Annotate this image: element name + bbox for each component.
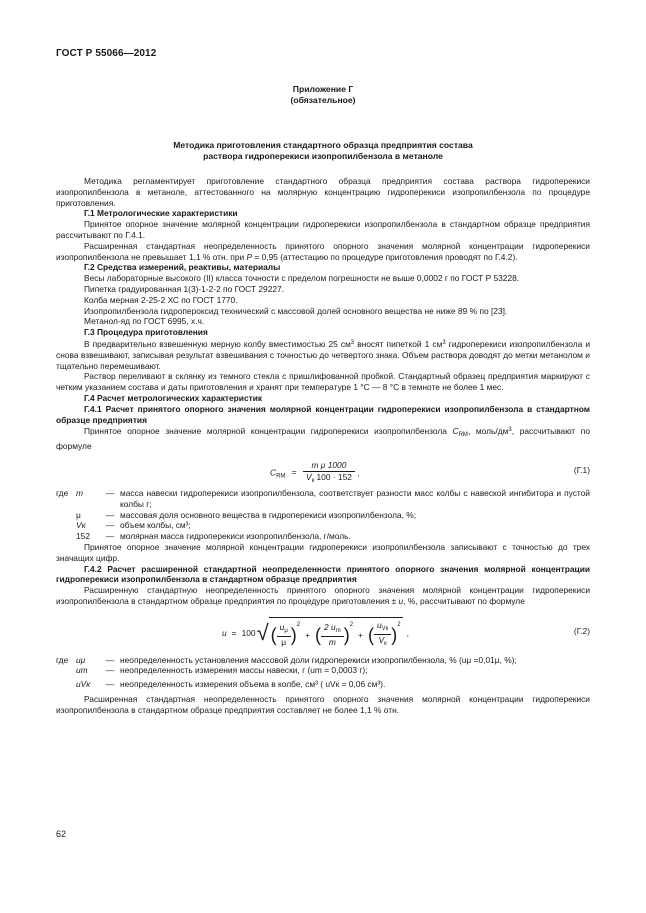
definition-row: uVк — неопределенность измерения объема в колбе, см³ ( uVк = 0,06 см³). — [76, 679, 386, 690]
section-g41-title: Г.4.1 Расчет принятого опорного значения молярной концентрации гидроперекиси изопропилбензола в стандартном образце предприятия — [56, 403, 590, 425]
appendix-subtitle: (обязательное) — [290, 95, 356, 105]
sqrt-sign: √ — [256, 620, 269, 646]
section-g2-title: Г.2 Средства измерений, реактивы, материалы — [84, 262, 281, 273]
formula-g1: $C_{RM}$ = $\frac{\text{m μ 1000}}{V_к 100 \cdot 152}$ , (Г.1) — [56, 456, 590, 488]
definition-row: 152 — молярная масса гидроперекиси изопропилбензола, г/моль. — [76, 531, 351, 542]
g3-paragraph-2: Раствор переливают в склянку из темного стекла с пришлифованной пробкой. Стандартный образец предприятия маркируют с четким указанием состава и даты приготовления и хранят при температуре 1 °С — 8 °С в темноте не более 1 мес. — [56, 371, 590, 393]
method-title-line-1: Методика приготовления стандартного образца предприятия состава — [173, 140, 473, 150]
g3-paragraph-1: В предварительно взвешенную мерную колбу вместимостью 25 $см^3$ вносят пипеткой 1 $см^3$ гидроперекиси изопропилбензола и снова взвешивают, записывая результат взвешивания с точностью до четвертого знака. Объем раствора доводят до метки метанолом и тщательно перемешивают. — [56, 338, 591, 371]
final-paragraph: Расширенная стандартная неопределенность принятого опорного значения молярной концентрации гидроперекиси изопропилбензола в стандартном образце предприятия составляет не более 1,1 % отн. — [56, 694, 590, 715]
formula-g2-number: (Г.2) — [573, 625, 590, 636]
definition-row: где m — масса навески гидроперекиси изопропилбензола, соответствует разности масс колбы с навеской ингибитора и пустой колбы г; — [56, 487, 590, 509]
g41-paragraph-2: Принятое опорное значение молярной концентрации гидроперекиси изопропилбензола записывают с точностью до трех значащих цифр. — [56, 541, 590, 563]
g2-item-4: Изопропилбензола гидропероксид технический с массовой долей основного вещества не ниже 89 % по [23]. — [84, 305, 508, 316]
appendix-title: Приложение Г — [292, 84, 354, 94]
document-body — [56, 176, 590, 716]
formula-g1-fraction: $\frac{\text{m μ 1000}}{V_к 100 \cdot 152}$ — [303, 460, 355, 487]
g1-paragraph-1: Принятое опорное значение молярной концентрации гидроперекиси изопропилбензола в стандартном образце предприятия рассчитывают по Г.4.1. — [56, 219, 590, 240]
g1-paragraph-2: Расширенная стандартная неопределенность принятого опорного значения молярной концентрации гидроперекиси изопропилбензола не превышает 1,1 % отн. при P = 0,95 (аттестацию по процедуре приготовления проводят по Г.4.2). — [56, 240, 590, 262]
definition-row: Vк — объем колбы, см³; — [76, 520, 191, 531]
g2-item-1: Весы лабораторные высокого (II) класса точности с пределом погрешности не выше 0,0002 г по ГОСТ Р 53228. — [84, 273, 520, 284]
method-title-line-2: раствора гидроперекиси изопропилбензола в метаноле — [203, 151, 443, 161]
g41-paragraph-1: Принятое опорное значение молярной концентрации гидроперекиси изопропилбензола $C_{RM}$, моль/$дм^3$, рассчитывают по формуле — [56, 426, 590, 452]
page-header: ГОСТ Р 55066—2012 — [56, 48, 157, 59]
g2-item-3: Колба мерная 2-25-2 ХС по ГОСТ 1770. — [84, 294, 238, 305]
g2-item-2: Пипетка градуированная 1(3)-1-2-2 по ГОСТ 29227. — [84, 283, 284, 294]
section-g4-title: Г.4 Расчет метрологических характеристик — [84, 392, 263, 403]
g42-paragraph-1: Расширенную стандартную неопределенность принятого опорного значения молярной концентрации гидроперекиси изопропилбензола в стандартном образце предприятия по процедуре приготовления ± u, %, рассчитывают по формуле — [56, 585, 590, 606]
formula-g1-definitions — [56, 488, 590, 542]
definition-row: где uμ — неопределенность установления массовой доли гидроперекиси изопропилбензола, % (uμ =0,01μ, %); — [56, 654, 517, 665]
g2-item-5: Метанол-яд по ГОСТ 6995, х.ч. — [84, 316, 205, 327]
sqrt-radicand: ( $\frac{u_\mu}{\mu}$ ) 2 + ( $\frac{2 u_m}{m}$ ) 2 + ( $\frac{u_{Vк}}{V_к}$ ) 2 — [269, 617, 403, 651]
intro-paragraph: Методика регламентирует приготовление стандартного образца предприятия состава раствора гидроперекиси изопропилбензола в метаноле, аттестованного на молярную концентрацию гидроперекиси изопропилбензола по процедуре приготовления. — [56, 176, 590, 208]
section-g42-title: Г.4.2 Расчет расширенной стандартной неопределенности принятого опорного значения молярной концентрации гидроперекиси изопропилбензола в стандартном образце предприятия — [56, 563, 590, 585]
formula-g2-definitions — [56, 655, 590, 690]
formula-g2: u = 100 √ ( $\frac{u_\mu}{\mu}$ ) 2 + ( $\frac{2 u_m}{m}$ ) 2 + ( $\frac{u_{Vк}}{V_к}$ ) 2 , (Г.2) — [56, 611, 590, 655]
definition-row: um — неопределенность измерения массы навески, г (um = 0,0003 г); — [76, 665, 368, 676]
section-g1-title: Г.1 Метрологические характеристики — [84, 208, 238, 219]
page-number: 62 — [56, 829, 67, 839]
definition-row: μ — массовая доля основного вещества в гидроперекиси изопропилбензола, %; — [76, 509, 417, 520]
formula-g1-number: (Г.1) — [573, 464, 590, 475]
section-g3-title: Г.3 Процедура приготовления — [84, 327, 208, 338]
